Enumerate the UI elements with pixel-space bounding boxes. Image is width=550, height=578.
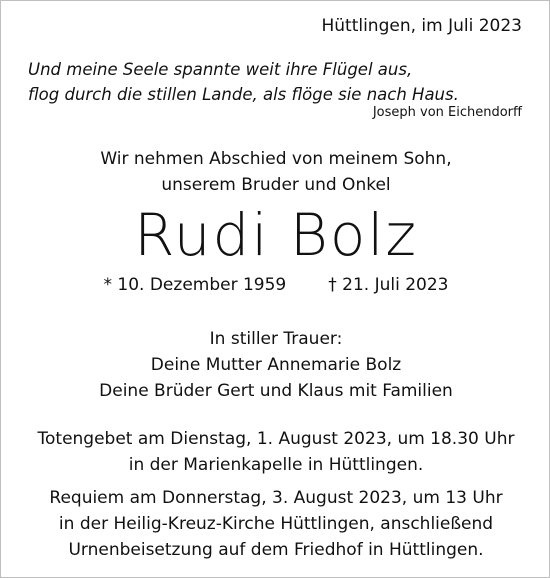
poem-author: Joseph von Eichendorff (372, 105, 522, 120)
prayer-service (1, 426, 550, 478)
mourners-line: In stiller Trauer: (209, 329, 343, 349)
place-date: Hüttlingen, im Juli 2023 (321, 16, 522, 36)
mourners-line: Deine Brüder Gert und Klaus mit Familien (99, 381, 453, 401)
service-line: Totengebet am Dienstag, 1. August 2023, um 18.30 Uhr (37, 429, 515, 449)
birth-date: * 10. Dezember 1959 (103, 275, 287, 295)
service-line: in der Heilig-Kreuz-Kirche Hüttlingen, anschließend (58, 514, 494, 534)
intro-line: unserem Bruder und Onkel (161, 175, 391, 195)
mourners-block (1, 326, 550, 404)
mourners-line: Deine Mutter Annemarie Bolz (150, 355, 402, 375)
service-line: Urnenbeisetzung auf dem Friedhof in Hüttlingen. (68, 540, 484, 560)
requiem-service (1, 485, 550, 563)
poem-line: flog durch die stillen Lande, als flöge sie nach Haus. (28, 85, 459, 104)
death-date: † 21. Juli 2023 (328, 275, 449, 295)
service-line: in der Marienkapelle in Hüttlingen. (128, 455, 424, 475)
deceased-name: Rudi Bolz (134, 201, 418, 269)
farewell-intro (1, 146, 550, 198)
intro-line: Wir nehmen Abschied von meinem Sohn, (100, 149, 452, 169)
poem-line: Und meine Seele spannte weit ihre Flügel aus, (28, 60, 413, 79)
life-dates (1, 273, 550, 297)
service-line: Requiem am Donnerstag, 3. August 2023, um 13 Uhr (49, 488, 503, 508)
poem-quote (28, 57, 523, 107)
